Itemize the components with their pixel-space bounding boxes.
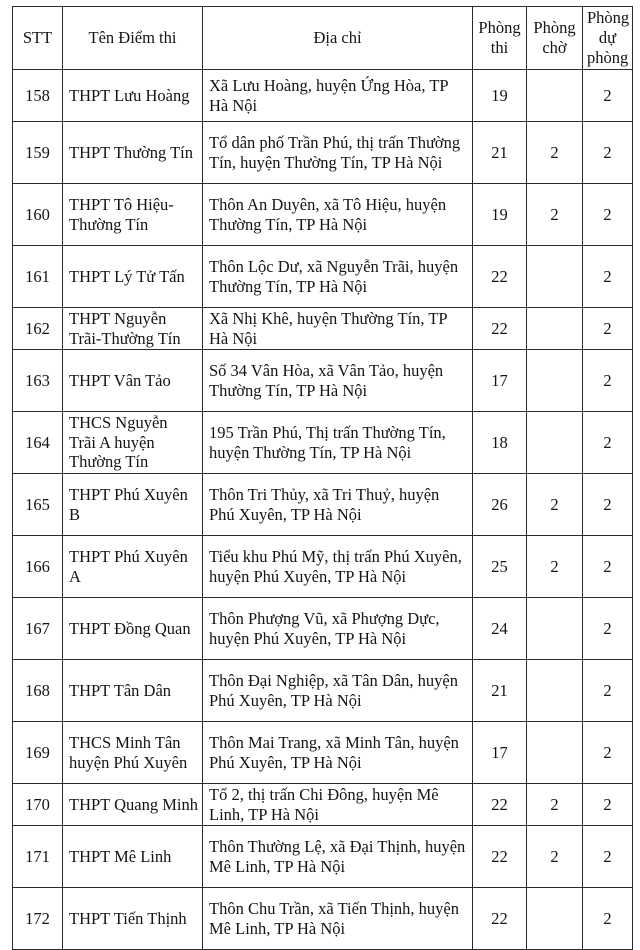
row-site-name: THCS Nguyễn Trãi A huyện Thường Tín	[63, 412, 203, 474]
row-stt: 168	[13, 660, 63, 722]
row-reserve-rooms: 2	[583, 598, 633, 660]
row-site-name: THPT Tiến Thịnh	[63, 888, 203, 950]
row-reserve-rooms: 2	[583, 308, 633, 350]
row-address: Thôn Đại Nghiệp, xã Tân Dân, huyện Phú Xuyên, TP Hà Nội	[203, 660, 473, 722]
row-site-name: THPT Đồng Quan	[63, 598, 203, 660]
row-stt: 166	[13, 536, 63, 598]
row-reserve-rooms: 2	[583, 826, 633, 888]
row-exam-rooms: 22	[473, 784, 527, 826]
table-row	[13, 412, 633, 474]
table-row	[13, 308, 633, 350]
row-exam-rooms: 22	[473, 826, 527, 888]
row-site-name: THPT Nguyễn Trãi-Thường Tín	[63, 308, 203, 350]
row-address: Thôn Thường Lệ, xã Đại Thịnh, huyện Mê Linh, TP Hà Nội	[203, 826, 473, 888]
table-row	[13, 122, 633, 184]
row-exam-rooms: 22	[473, 308, 527, 350]
row-exam-rooms: 25	[473, 536, 527, 598]
row-waiting-rooms: 2	[527, 784, 583, 826]
header-site-name: Tên Điểm thi	[63, 7, 203, 70]
row-exam-rooms: 24	[473, 598, 527, 660]
row-reserve-rooms: 2	[583, 412, 633, 474]
row-site-name: THPT Mê Linh	[63, 826, 203, 888]
header-exam-rooms: Phòng thi	[473, 7, 527, 70]
row-stt: 170	[13, 784, 63, 826]
row-exam-rooms: 18	[473, 412, 527, 474]
table-row	[13, 888, 633, 950]
table-header-row	[13, 7, 633, 70]
row-stt: 159	[13, 122, 63, 184]
row-waiting-rooms	[527, 722, 583, 784]
row-waiting-rooms: 2	[527, 122, 583, 184]
row-site-name: THCS Minh Tân huyện Phú Xuyên	[63, 722, 203, 784]
row-site-name: THPT Lưu Hoàng	[63, 70, 203, 122]
exam-sites-table	[12, 6, 633, 950]
header-waiting-rooms: Phòng chờ	[527, 7, 583, 70]
row-site-name: THPT Thường Tín	[63, 122, 203, 184]
row-site-name: THPT Phú Xuyên A	[63, 536, 203, 598]
row-exam-rooms: 17	[473, 350, 527, 412]
row-stt: 164	[13, 412, 63, 474]
row-waiting-rooms	[527, 308, 583, 350]
row-site-name: THPT Tân Dân	[63, 660, 203, 722]
row-waiting-rooms	[527, 598, 583, 660]
row-site-name: THPT Phú Xuyên B	[63, 474, 203, 536]
row-exam-rooms: 26	[473, 474, 527, 536]
row-exam-rooms: 17	[473, 722, 527, 784]
row-address: Số 34 Vân Hòa, xã Vân Tảo, huyện Thường Tín, TP Hà Nội	[203, 350, 473, 412]
row-address: Thôn Lộc Dư, xã Nguyễn Trãi, huyện Thường Tín, TP Hà Nội	[203, 246, 473, 308]
table-row	[13, 722, 633, 784]
table-row	[13, 474, 633, 536]
row-site-name: THPT Lý Tử Tấn	[63, 246, 203, 308]
header-address: Địa chỉ	[203, 7, 473, 70]
row-exam-rooms: 19	[473, 184, 527, 246]
row-waiting-rooms	[527, 412, 583, 474]
row-stt: 162	[13, 308, 63, 350]
table-row	[13, 826, 633, 888]
row-reserve-rooms: 2	[583, 722, 633, 784]
row-address: Xã Nhị Khê, huyện Thường Tín, TP Hà Nội	[203, 308, 473, 350]
row-stt: 167	[13, 598, 63, 660]
row-waiting-rooms: 2	[527, 474, 583, 536]
row-address: 195 Trần Phú, Thị trấn Thường Tín, huyện Thường Tín, TP Hà Nội	[203, 412, 473, 474]
row-exam-rooms: 22	[473, 246, 527, 308]
row-reserve-rooms: 2	[583, 536, 633, 598]
row-waiting-rooms: 2	[527, 826, 583, 888]
table-row	[13, 184, 633, 246]
row-stt: 171	[13, 826, 63, 888]
row-waiting-rooms	[527, 888, 583, 950]
row-reserve-rooms: 2	[583, 888, 633, 950]
row-address: Tiểu khu Phú Mỹ, thị trấn Phú Xuyên, huyện Phú Xuyên, TP Hà Nội	[203, 536, 473, 598]
table-row	[13, 598, 633, 660]
row-address: Thôn An Duyên, xã Tô Hiệu, huyện Thường Tín, TP Hà Nội	[203, 184, 473, 246]
row-stt: 172	[13, 888, 63, 950]
row-site-name: THPT Tô Hiệu-Thường Tín	[63, 184, 203, 246]
row-stt: 158	[13, 70, 63, 122]
table-row	[13, 246, 633, 308]
table-row	[13, 660, 633, 722]
row-stt: 169	[13, 722, 63, 784]
document-page	[12, 6, 632, 950]
row-address: Thôn Phượng Vũ, xã Phượng Dực, huyện Phú Xuyên, TP Hà Nội	[203, 598, 473, 660]
row-reserve-rooms: 2	[583, 184, 633, 246]
row-reserve-rooms: 2	[583, 122, 633, 184]
row-waiting-rooms	[527, 660, 583, 722]
row-reserve-rooms: 2	[583, 70, 633, 122]
row-address: Xã Lưu Hoàng, huyện Ứng Hòa, TP Hà Nội	[203, 70, 473, 122]
row-address: Tổ dân phố Trần Phú, thị trấn Thường Tín, huyện Thường Tín, TP Hà Nội	[203, 122, 473, 184]
row-address: Tổ 2, thị trấn Chi Đông, huyện Mê Linh, TP Hà Nội	[203, 784, 473, 826]
row-reserve-rooms: 2	[583, 474, 633, 536]
row-waiting-rooms	[527, 350, 583, 412]
row-waiting-rooms: 2	[527, 184, 583, 246]
row-exam-rooms: 21	[473, 122, 527, 184]
row-site-name: THPT Quang Minh	[63, 784, 203, 826]
row-waiting-rooms: 2	[527, 536, 583, 598]
row-address: Thôn Tri Thủy, xã Tri Thuỷ, huyện Phú Xuyên, TP Hà Nội	[203, 474, 473, 536]
header-stt: STT	[13, 7, 63, 70]
row-exam-rooms: 19	[473, 70, 527, 122]
row-reserve-rooms: 2	[583, 784, 633, 826]
row-reserve-rooms: 2	[583, 246, 633, 308]
row-stt: 165	[13, 474, 63, 536]
row-exam-rooms: 21	[473, 660, 527, 722]
row-stt: 161	[13, 246, 63, 308]
row-waiting-rooms	[527, 70, 583, 122]
row-address: Thôn Mai Trang, xã Minh Tân, huyện Phú Xuyên, TP Hà Nội	[203, 722, 473, 784]
table-body	[13, 70, 633, 950]
table-row	[13, 784, 633, 826]
row-stt: 160	[13, 184, 63, 246]
row-reserve-rooms: 2	[583, 350, 633, 412]
row-address: Thôn Chu Trần, xã Tiến Thịnh, huyện Mê Linh, TP Hà Nội	[203, 888, 473, 950]
table-row	[13, 350, 633, 412]
table-row	[13, 536, 633, 598]
row-exam-rooms: 22	[473, 888, 527, 950]
row-stt: 163	[13, 350, 63, 412]
row-waiting-rooms	[527, 246, 583, 308]
row-site-name: THPT Vân Tảo	[63, 350, 203, 412]
row-reserve-rooms: 2	[583, 660, 633, 722]
header-reserve-rooms: Phòng dự phòng	[583, 7, 633, 70]
table-row	[13, 70, 633, 122]
